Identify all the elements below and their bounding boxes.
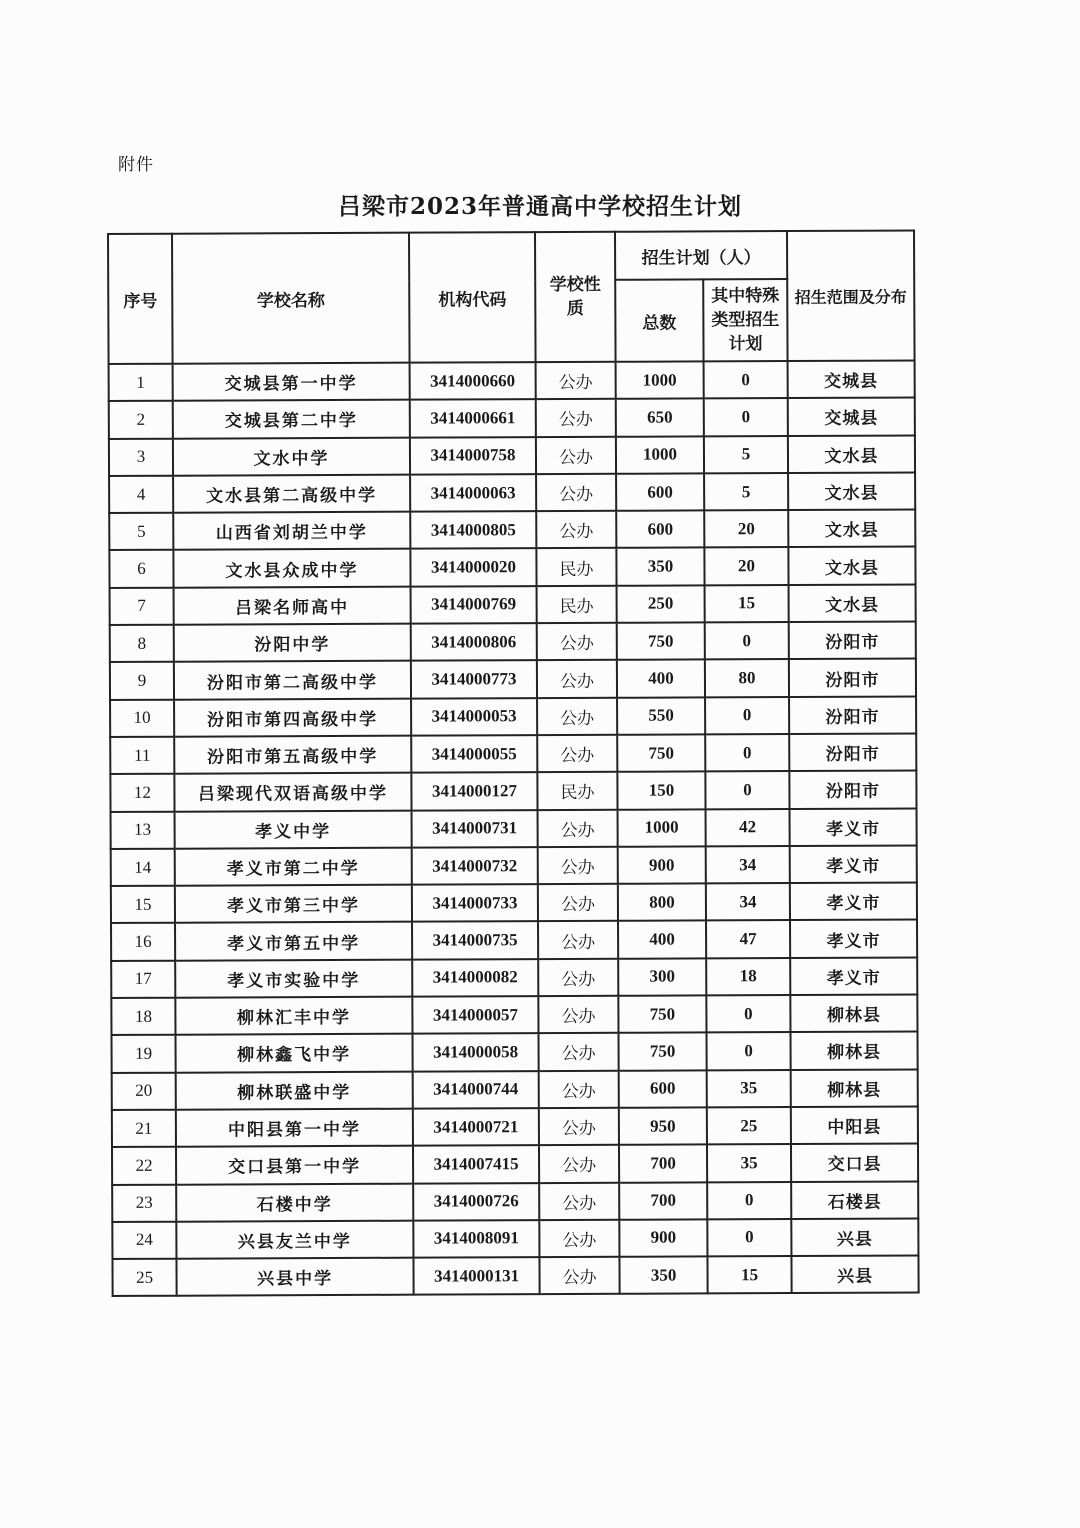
row-total: 600 xyxy=(616,511,704,549)
row-org-code: 3414000733 xyxy=(412,884,538,922)
table-row xyxy=(112,1144,918,1185)
row-org-code: 3414007415 xyxy=(413,1145,539,1183)
row-index: 11 xyxy=(110,737,174,775)
row-school-name: 文水中学 xyxy=(173,437,410,475)
row-scope: 兴县 xyxy=(791,1218,918,1256)
row-total: 700 xyxy=(619,1145,707,1183)
row-total: 1000 xyxy=(616,436,704,474)
table-row xyxy=(109,547,915,588)
table-row xyxy=(111,920,917,961)
row-org-code: 3414000758 xyxy=(410,437,536,475)
row-index: 10 xyxy=(110,699,174,737)
row-scope: 兴县 xyxy=(791,1256,918,1294)
table-row xyxy=(111,995,917,1036)
row-index: 17 xyxy=(111,960,175,998)
row-org-code: 3414000805 xyxy=(410,511,536,549)
row-total: 1000 xyxy=(616,361,704,399)
attachment-label: 附件 xyxy=(118,155,154,175)
row-school-type: 公办 xyxy=(539,1220,619,1258)
row-school-name: 汾阳中学 xyxy=(174,624,411,662)
row-school-type: 公办 xyxy=(539,1257,619,1295)
row-special: 0 xyxy=(704,398,788,436)
row-special: 20 xyxy=(704,548,788,586)
table-row xyxy=(110,622,916,663)
row-org-code: 3414000127 xyxy=(411,772,537,810)
row-total: 750 xyxy=(617,622,705,660)
row-index: 3 xyxy=(109,438,173,476)
row-total: 800 xyxy=(618,884,706,922)
row-school-name: 汾阳市第四高级中学 xyxy=(174,698,411,736)
row-total: 300 xyxy=(618,958,706,996)
row-school-type: 公办 xyxy=(536,362,616,400)
row-special: 80 xyxy=(705,659,789,697)
row-index: 9 xyxy=(110,662,174,700)
row-school-name: 交城县第二中学 xyxy=(173,400,410,438)
row-total: 1000 xyxy=(618,809,706,847)
row-index: 5 xyxy=(109,513,173,551)
row-scope: 中阳县 xyxy=(791,1106,918,1144)
row-school-name: 柳林汇丰中学 xyxy=(175,997,412,1035)
row-school-name: 交口县第一中学 xyxy=(176,1146,413,1184)
row-index: 23 xyxy=(112,1184,176,1222)
row-org-code: 3414000660 xyxy=(410,362,536,400)
row-scope: 柳林县 xyxy=(790,995,917,1033)
row-scope: 孝义市 xyxy=(790,920,917,958)
row-index: 20 xyxy=(112,1072,176,1110)
row-total: 750 xyxy=(617,734,705,772)
table-row xyxy=(112,1256,918,1297)
row-index: 21 xyxy=(112,1110,176,1148)
table-row xyxy=(111,957,917,998)
row-org-code: 3414000735 xyxy=(412,922,538,960)
row-scope: 汾阳市 xyxy=(789,696,916,734)
row-index: 4 xyxy=(109,476,173,514)
row-school-type: 民办 xyxy=(536,548,616,586)
row-total: 750 xyxy=(618,1033,706,1071)
row-scope: 文水县 xyxy=(788,472,915,510)
row-scope: 汾阳市 xyxy=(789,771,916,809)
row-school-name: 汾阳市第五高级中学 xyxy=(174,736,411,774)
row-org-code: 3414000058 xyxy=(412,1033,538,1071)
row-school-type: 公办 xyxy=(538,1033,618,1071)
row-school-type: 公办 xyxy=(539,1070,619,1108)
row-special: 34 xyxy=(706,846,790,884)
row-school-type: 公办 xyxy=(537,697,617,735)
row-school-name: 吕梁名师高中 xyxy=(174,586,411,624)
row-school-type: 公办 xyxy=(539,1182,619,1220)
row-special: 35 xyxy=(707,1144,791,1182)
row-scope: 孝义市 xyxy=(790,883,917,921)
table-row xyxy=(111,808,917,849)
row-school-name: 孝义市实验中学 xyxy=(175,959,412,997)
table-row xyxy=(110,733,916,774)
row-school-name: 孝义中学 xyxy=(175,810,412,848)
row-total: 550 xyxy=(617,697,705,735)
table-row xyxy=(109,472,915,513)
row-total: 900 xyxy=(618,846,706,884)
header-scope: 招生范围及分布 xyxy=(787,230,915,361)
table-row xyxy=(112,1106,918,1147)
row-special: 15 xyxy=(705,585,789,623)
row-scope: 孝义市 xyxy=(790,957,917,995)
table-row xyxy=(109,435,915,476)
row-total: 400 xyxy=(617,660,705,698)
row-org-code: 3414000806 xyxy=(411,623,537,661)
row-school-type: 公办 xyxy=(537,623,617,661)
document-title: 吕梁市2023年普通高中学校招生计划 xyxy=(337,193,742,220)
row-school-name: 山西省刘胡兰中学 xyxy=(173,512,410,550)
row-org-code: 3414000020 xyxy=(410,549,536,587)
row-index: 2 xyxy=(109,401,173,439)
row-scope: 文水县 xyxy=(788,547,915,585)
row-school-name: 汾阳市第二高级中学 xyxy=(174,661,411,699)
row-special: 0 xyxy=(705,697,789,735)
table-row xyxy=(112,1069,918,1110)
row-scope: 石楼县 xyxy=(791,1181,918,1219)
row-index: 24 xyxy=(112,1222,176,1260)
row-special: 42 xyxy=(706,809,790,847)
table-row xyxy=(110,659,916,700)
row-school-type: 公办 xyxy=(536,399,616,437)
row-org-code: 3414000769 xyxy=(411,586,537,624)
row-special: 47 xyxy=(706,920,790,958)
table-row xyxy=(110,696,916,737)
row-org-code: 3414000773 xyxy=(411,661,537,699)
table-row xyxy=(112,1181,918,1222)
row-org-code: 3414000063 xyxy=(410,474,536,512)
row-school-type: 公办 xyxy=(537,735,617,773)
row-index: 1 xyxy=(109,364,173,402)
row-school-type: 民办 xyxy=(537,586,617,624)
header-total: 总数 xyxy=(615,279,703,361)
row-special: 0 xyxy=(705,734,789,772)
row-scope: 交口县 xyxy=(791,1144,918,1182)
row-index: 22 xyxy=(112,1147,176,1185)
row-school-type: 公办 xyxy=(538,996,618,1034)
row-total: 250 xyxy=(617,585,705,623)
row-school-name: 柳林鑫飞中学 xyxy=(176,1034,413,1072)
row-special: 0 xyxy=(704,361,788,399)
row-total: 600 xyxy=(619,1070,707,1108)
row-school-type: 公办 xyxy=(538,809,618,847)
row-scope: 汾阳市 xyxy=(789,659,916,697)
table-row xyxy=(110,584,916,625)
table-row xyxy=(109,360,915,401)
row-special: 35 xyxy=(707,1070,791,1108)
row-scope: 孝义市 xyxy=(790,845,917,883)
row-school-name: 兴县中学 xyxy=(176,1258,413,1296)
row-school-type: 公办 xyxy=(536,511,616,549)
header-special-text: 其中特殊类型招生计划 xyxy=(711,286,780,355)
row-total: 150 xyxy=(617,772,705,810)
table-row xyxy=(112,1218,918,1259)
row-special: 0 xyxy=(707,1219,791,1257)
row-special: 0 xyxy=(706,995,790,1033)
row-scope: 交城县 xyxy=(788,360,915,398)
row-scope: 汾阳市 xyxy=(789,622,916,660)
row-school-type: 公办 xyxy=(538,921,618,959)
row-total: 950 xyxy=(619,1107,707,1145)
row-school-type: 公办 xyxy=(538,847,618,885)
row-school-type: 公办 xyxy=(537,660,617,698)
header-school-type-text: 学校性质 xyxy=(549,274,601,319)
row-scope: 柳林县 xyxy=(791,1069,918,1107)
header-school-type xyxy=(535,232,616,362)
row-org-code: 3414000053 xyxy=(411,698,537,736)
row-school-type: 公办 xyxy=(536,474,616,512)
row-school-type: 公办 xyxy=(538,959,618,997)
row-scope: 汾阳市 xyxy=(789,733,916,771)
row-total: 350 xyxy=(619,1257,707,1295)
row-scope: 柳林县 xyxy=(790,1032,917,1070)
row-index: 19 xyxy=(112,1035,176,1073)
row-special: 0 xyxy=(705,771,789,809)
row-index: 12 xyxy=(110,774,174,812)
row-org-code: 3414000057 xyxy=(412,996,538,1034)
row-school-name: 文水县众成中学 xyxy=(173,549,410,587)
table-body xyxy=(109,360,919,1296)
row-index: 13 xyxy=(111,811,175,849)
row-total: 650 xyxy=(616,399,704,437)
row-index: 25 xyxy=(112,1259,176,1297)
row-total: 900 xyxy=(619,1219,707,1257)
row-school-name: 兴县友兰中学 xyxy=(176,1221,413,1259)
row-org-code: 3414000744 xyxy=(413,1071,539,1109)
row-special: 15 xyxy=(707,1256,791,1294)
row-org-code: 3414000082 xyxy=(412,959,538,997)
row-scope: 文水县 xyxy=(789,584,916,622)
header-special xyxy=(703,279,787,361)
row-special: 34 xyxy=(706,883,790,921)
header-plan-group: 招生计划（人） xyxy=(615,231,787,280)
row-school-type: 民办 xyxy=(537,772,617,810)
row-school-name: 中阳县第一中学 xyxy=(176,1109,413,1147)
row-school-name: 孝义市第二中学 xyxy=(175,848,412,886)
row-index: 6 xyxy=(109,550,173,588)
row-total: 600 xyxy=(616,473,704,511)
row-school-name: 孝义市第三中学 xyxy=(175,885,412,923)
row-school-name: 文水县第二高级中学 xyxy=(173,475,410,513)
table-row xyxy=(109,398,915,439)
row-org-code: 3414000131 xyxy=(413,1257,539,1295)
row-school-type: 公办 xyxy=(536,436,616,474)
table-row xyxy=(109,510,915,551)
enrollment-plan-table xyxy=(107,229,920,1297)
row-special: 0 xyxy=(706,1032,790,1070)
row-school-name: 孝义市第五中学 xyxy=(175,922,412,960)
row-total: 350 xyxy=(616,548,704,586)
row-index: 8 xyxy=(110,625,174,663)
row-special: 25 xyxy=(707,1107,791,1145)
row-special: 0 xyxy=(705,622,789,660)
row-org-code: 3414000055 xyxy=(411,735,537,773)
row-school-type: 公办 xyxy=(539,1145,619,1183)
row-org-code: 3414000721 xyxy=(413,1108,539,1146)
row-scope: 文水县 xyxy=(788,435,915,473)
row-special: 0 xyxy=(707,1182,791,1220)
row-school-name: 柳林联盛中学 xyxy=(176,1071,413,1109)
row-index: 15 xyxy=(111,886,175,924)
row-index: 18 xyxy=(111,998,175,1036)
row-index: 14 xyxy=(111,849,175,887)
row-org-code: 3414000726 xyxy=(413,1183,539,1221)
row-special: 5 xyxy=(704,473,788,511)
row-total: 750 xyxy=(618,995,706,1033)
header-index: 序号 xyxy=(108,234,173,364)
row-special: 20 xyxy=(704,510,788,548)
row-school-name: 石楼中学 xyxy=(176,1183,413,1221)
row-scope: 交城县 xyxy=(788,398,915,436)
row-index: 16 xyxy=(111,923,175,961)
row-org-code: 3414000661 xyxy=(410,399,536,437)
row-scope: 孝义市 xyxy=(790,808,917,846)
row-school-name: 吕梁现代双语高级中学 xyxy=(174,773,411,811)
row-school-type: 公办 xyxy=(538,884,618,922)
header-org-code: 机构代码 xyxy=(409,232,536,363)
row-school-name: 交城县第一中学 xyxy=(173,363,410,401)
row-total: 400 xyxy=(618,921,706,959)
row-total: 700 xyxy=(619,1182,707,1220)
table-row xyxy=(110,771,916,812)
table-row xyxy=(111,883,917,924)
row-org-code: 3414008091 xyxy=(413,1220,539,1258)
row-org-code: 3414000731 xyxy=(412,810,538,848)
row-school-type: 公办 xyxy=(539,1108,619,1146)
header-school-name: 学校名称 xyxy=(172,233,410,364)
row-special: 5 xyxy=(704,436,788,474)
row-index: 7 xyxy=(110,587,174,625)
table-header xyxy=(108,230,915,364)
row-special: 18 xyxy=(706,958,790,996)
table-row xyxy=(111,845,917,886)
table-row xyxy=(112,1032,918,1073)
row-scope: 文水县 xyxy=(788,510,915,548)
row-org-code: 3414000732 xyxy=(412,847,538,885)
